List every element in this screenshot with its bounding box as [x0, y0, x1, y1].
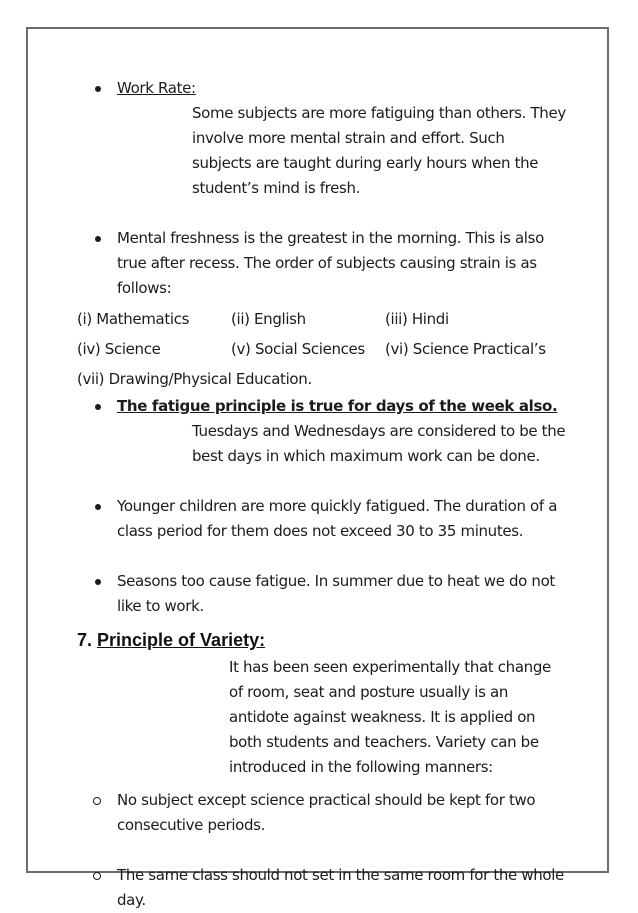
sub-bullet-item [77, 788, 567, 838]
bullet-dot-icon [95, 404, 101, 410]
subjects-row [77, 364, 567, 394]
bullet-text: Tuesdays and Wednesdays are considered to be the best days in which maximum work can be done. [192, 422, 566, 465]
bullet-work-rate [77, 76, 567, 201]
bullet-fatigue-principle [77, 394, 567, 469]
section-heading [77, 625, 567, 655]
subject-item: (vii) Drawing/Physical Education. [77, 370, 312, 388]
subject-item: (iv) Science [77, 340, 161, 358]
bullet-dot-icon [95, 504, 101, 510]
bullet-dot-icon [95, 236, 101, 242]
subject-item: (ii) English [231, 310, 306, 328]
sub-bullet-text: No subject except science practical should be kept for two consecutive periods. [117, 791, 536, 834]
bullet-text: Mental freshness is the greatest in the morning. This is also true after recess. The order of subjects causing strain is as follows: [117, 229, 544, 297]
subject-item: (i) Mathematics [77, 310, 190, 328]
bullet-dot-icon [95, 86, 101, 92]
sub-bullet-text: The same class should not set in the same room for the whole day. [117, 866, 564, 909]
bullet-text: Some subjects are more fatiguing than others. They involve more mental strain and effort. Such subjects are taught during early hours when the student’s mind is fresh. [192, 104, 566, 197]
section-number: 7. [77, 630, 93, 650]
section-text: It has been seen experimentally that change of room, seat and posture usually is an antidote against weakness. It is applied on both students and teachers. Variety can be introduced in the following manners: [229, 658, 551, 776]
section-title: Principle of Variety: [97, 630, 266, 650]
bullet-text: Younger children are more quickly fatigued. The duration of a class period for them does not exceed 30 to 35 minutes. [117, 497, 558, 540]
subject-item: (iii) Hindi [385, 310, 449, 328]
circle-bullet-icon [93, 872, 101, 880]
subject-item: (vi) Science Practical’s [385, 340, 546, 358]
bullet-younger-children [77, 494, 567, 544]
circle-bullet-icon [93, 797, 101, 805]
sub-bullet-item [77, 863, 567, 913]
subject-item: (v) Social Sciences [231, 340, 365, 358]
bullet-heading: The fatigue principle is true for days of the week also. [117, 397, 558, 415]
document-body [77, 76, 567, 913]
subjects-row [77, 334, 567, 364]
bullet-seasons [77, 569, 567, 619]
bullet-text: Seasons too cause fatigue. In summer due to heat we do not like to work. [117, 572, 555, 615]
bullet-mental-freshness [77, 226, 567, 301]
bullet-heading: Work Rate: [117, 79, 196, 97]
bullet-dot-icon [95, 579, 101, 585]
subjects-row [77, 304, 567, 334]
